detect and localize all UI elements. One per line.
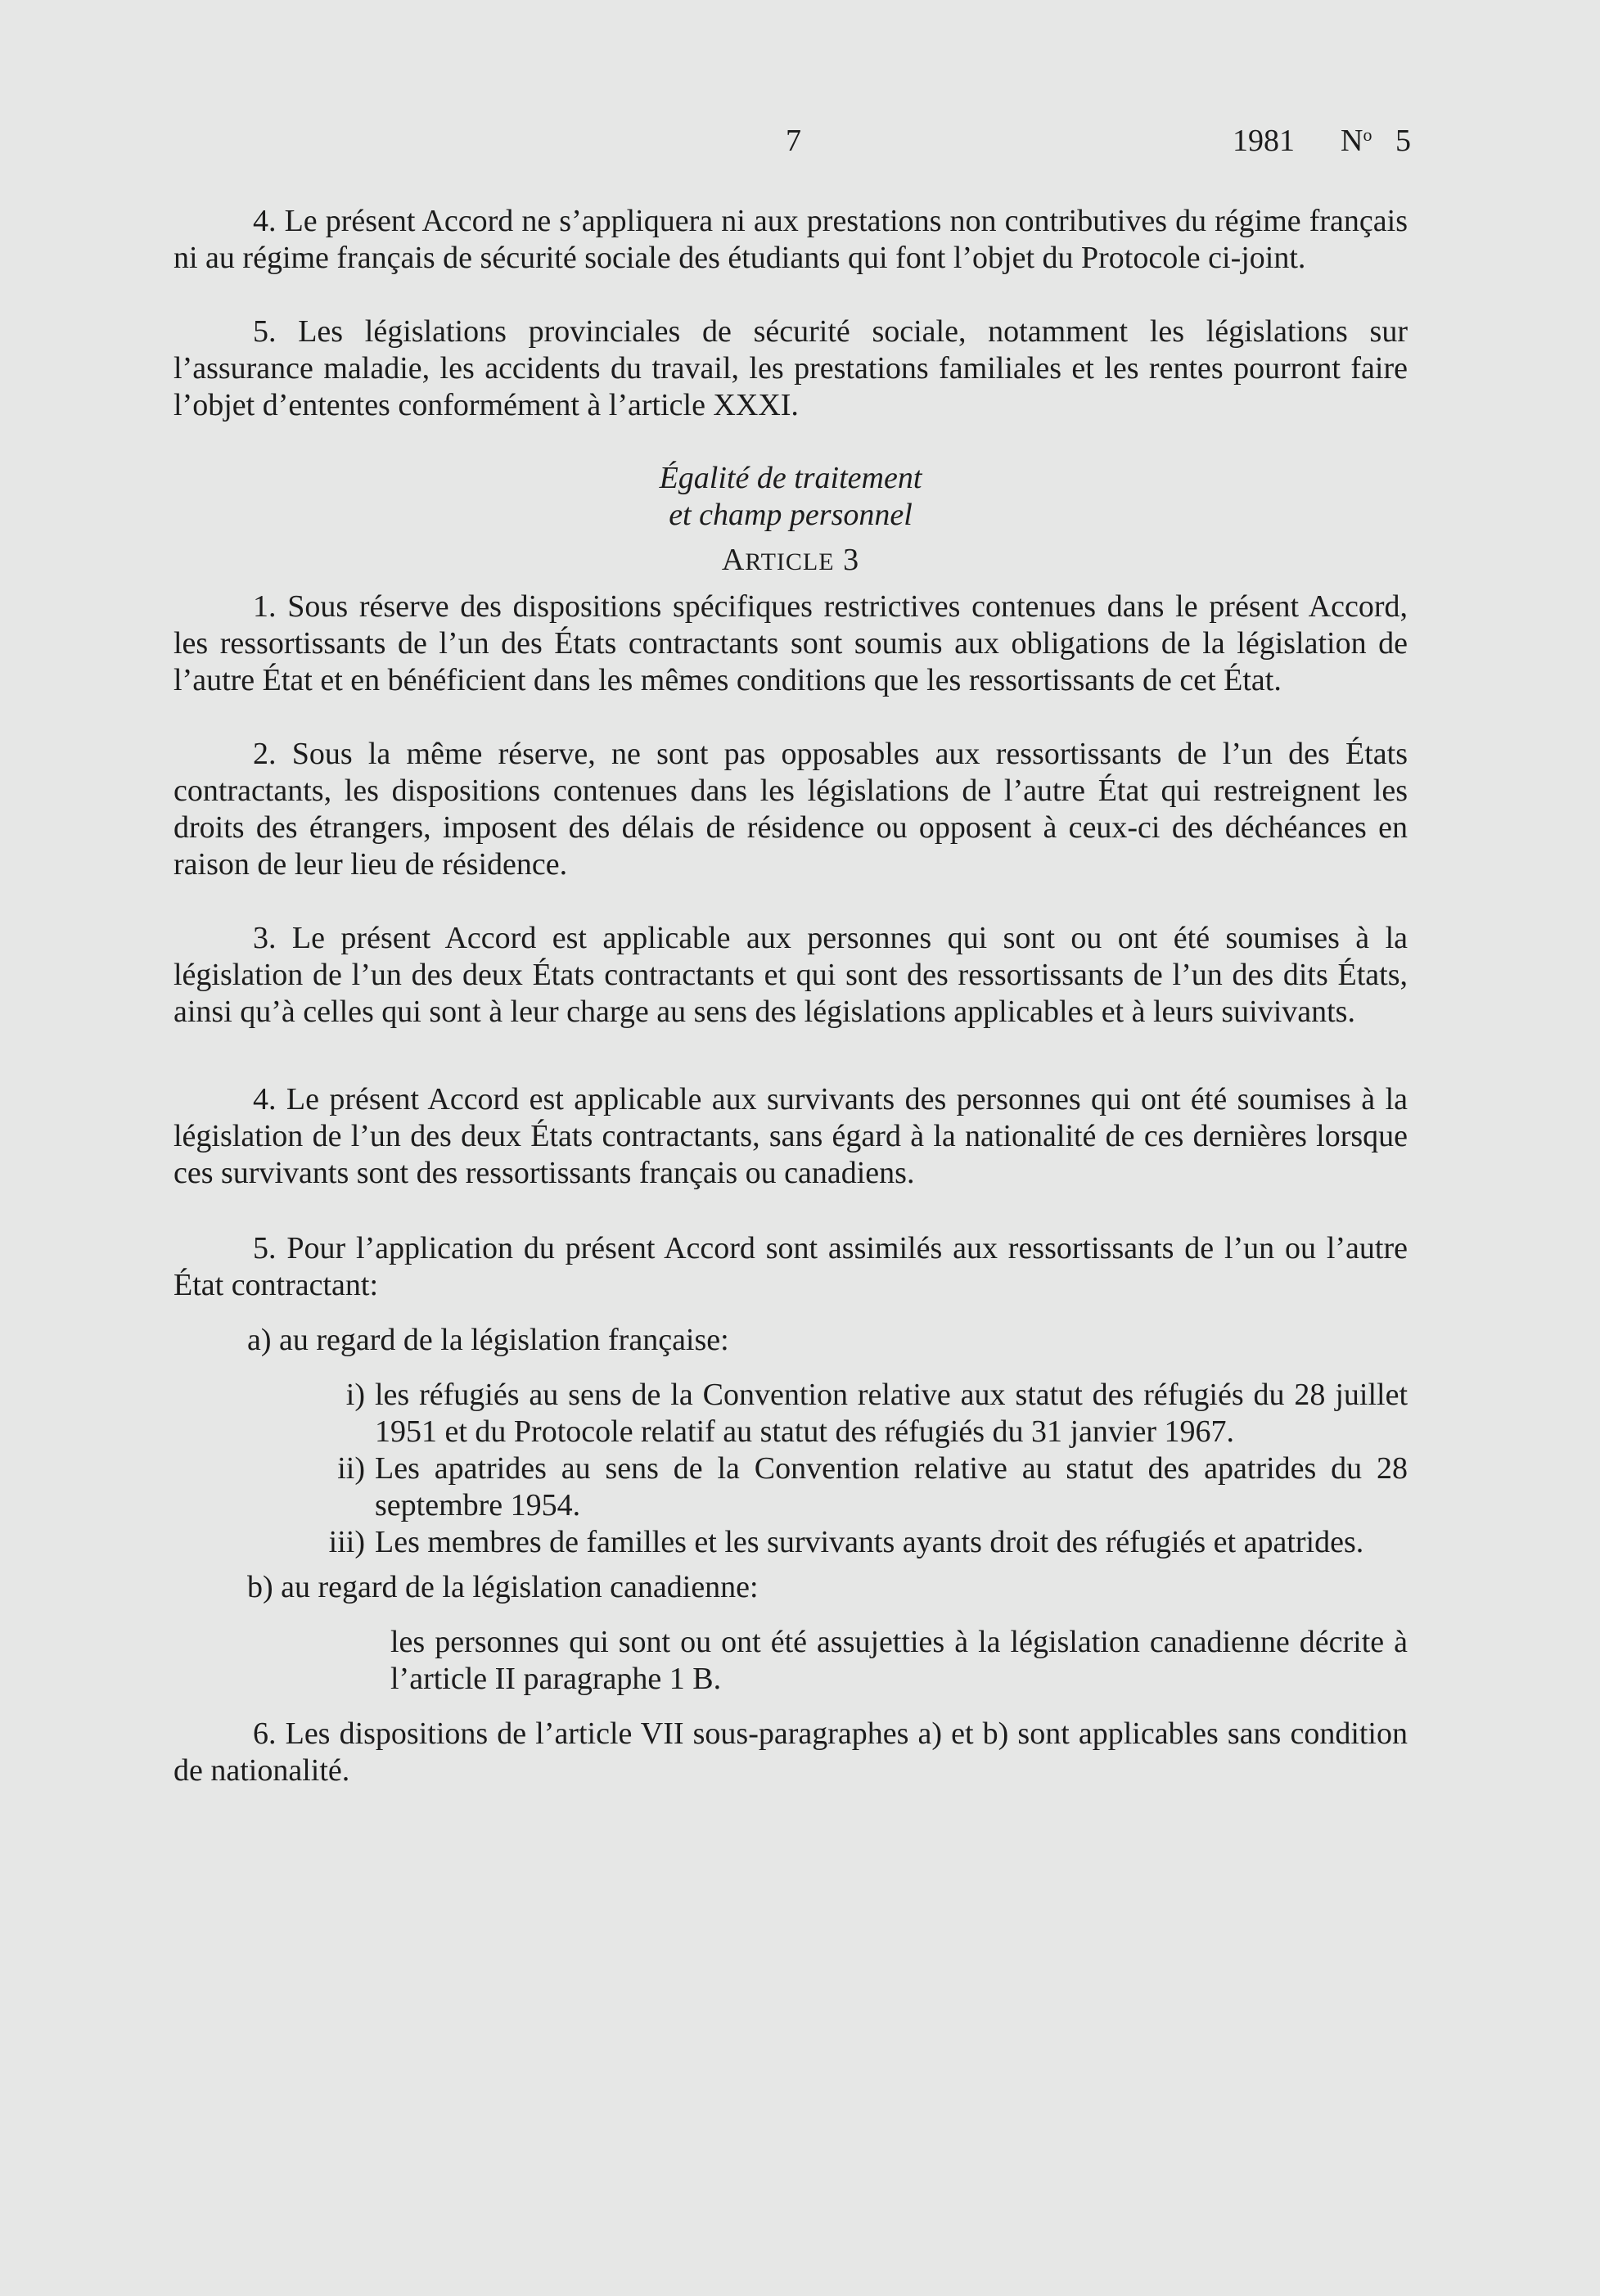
header-year: 1981	[1233, 124, 1295, 158]
paragraph-5-prev: 5. Les législations provinciales de sécurité sociale, notamment les législations sur l’assurance maladie, les accidents du travail, les prestations familiales et les rentes pourront faire l’objet d’ententes conformément à l’article XXXI.	[174, 314, 1408, 422]
list-item-label: iii)	[328, 1525, 365, 1559]
page-number: 7	[786, 124, 801, 158]
header-number-label: $N^o$	[1341, 124, 1372, 158]
list-item-text: Les membres de familles et les survivants ayants droit des réfugiés et apatrides.	[375, 1525, 1364, 1559]
document-body	[174, 203, 1408, 1789]
list-item	[174, 1524, 1408, 1561]
section-heading	[174, 460, 1408, 580]
roman-list	[174, 1377, 1408, 1561]
list-item	[174, 1377, 1408, 1450]
article3-paragraph-4: 4. Le présent Accord est applicable aux survivants des personnes qui ont été soumises à la législation de l’un des deux États contractants, sans égard à la nationalité de ces dernières lorsque ces survivants sont des ressortissants français ou canadiens.	[174, 1082, 1408, 1190]
article3-paragraph-2: 2. Sous la même réserve, ne sont pas opposables aux ressortissants de l’un des États contractants, les dispositions contenues dans les législations de l’autre État qui restreignent les droits des étrangers, imposent des délais de résidence ou opposent à ceux-ci des déchéances en raison de leur lieu de résidence.	[174, 737, 1408, 882]
article3-paragraph-3: 3. Le présent Accord est applicable aux personnes qui sont ou ont été soumises à la législation de l’un des deux États contractants et qui sont des ressortissants de l’un des dits États, ainsi qu’à celles qui sont à leur charge au sens des législations applicables et à leurs suivivants.	[174, 921, 1408, 1029]
article3-paragraph-6: 6. Les dispositions de l’article VII sous-paragraphes a) et b) sont applicables sans condition de nationalité.	[174, 1716, 1408, 1788]
article3-paragraph-5: 5. Pour l’application du présent Accord sont assimilés aux ressortissants de l’un ou l’autre État contractant:	[174, 1231, 1408, 1302]
subsection-a-label: a) au regard de la législation française:	[247, 1323, 729, 1357]
list-item-label: i)	[345, 1378, 365, 1412]
header-number: 5	[1395, 124, 1411, 158]
paragraph-4-prev: 4. Le présent Accord ne s’appliquera ni aux prestations non contributives du régime français ni au régime français de sécurité sociale des étudiants qui font l’objet du Protocole ci-joint.	[174, 204, 1408, 275]
subsection-b-text: les personnes qui sont ou ont été assujetties à la législation canadienne décrite à l’article II paragraphe 1 B.	[390, 1625, 1408, 1696]
page-header	[0, 123, 1600, 164]
list-item	[174, 1450, 1408, 1524]
section-heading-line1: Égalité de traitement	[659, 461, 922, 495]
section-heading-line2: et champ personnel	[669, 498, 913, 532]
subsection-b-label: b) au regard de la législation canadienne:	[247, 1570, 759, 1604]
list-item-text: Les apatrides au sens de la Convention relative au statut des apatrides du 28 septembre 1954.	[375, 1451, 1408, 1522]
article3-paragraph-1: 1. Sous réserve des dispositions spécifiques restrictives contenues dans le présent Accord, les ressortissants de l’un des États contractants sont soumis aux obligations de la législation de l’autre État et en bénéficient dans les mêmes conditions que les ressortissants de cet État.	[174, 589, 1408, 697]
article-title: ARTICLE 3	[721, 543, 860, 577]
list-item-label: ii)	[337, 1451, 365, 1486]
list-item-text: les réfugiés au sens de la Convention relative aux statut des réfugiés du 28 juillet 1951 et du Protocole relatif au statut des réfugiés du 31 janvier 1967.	[375, 1378, 1408, 1449]
